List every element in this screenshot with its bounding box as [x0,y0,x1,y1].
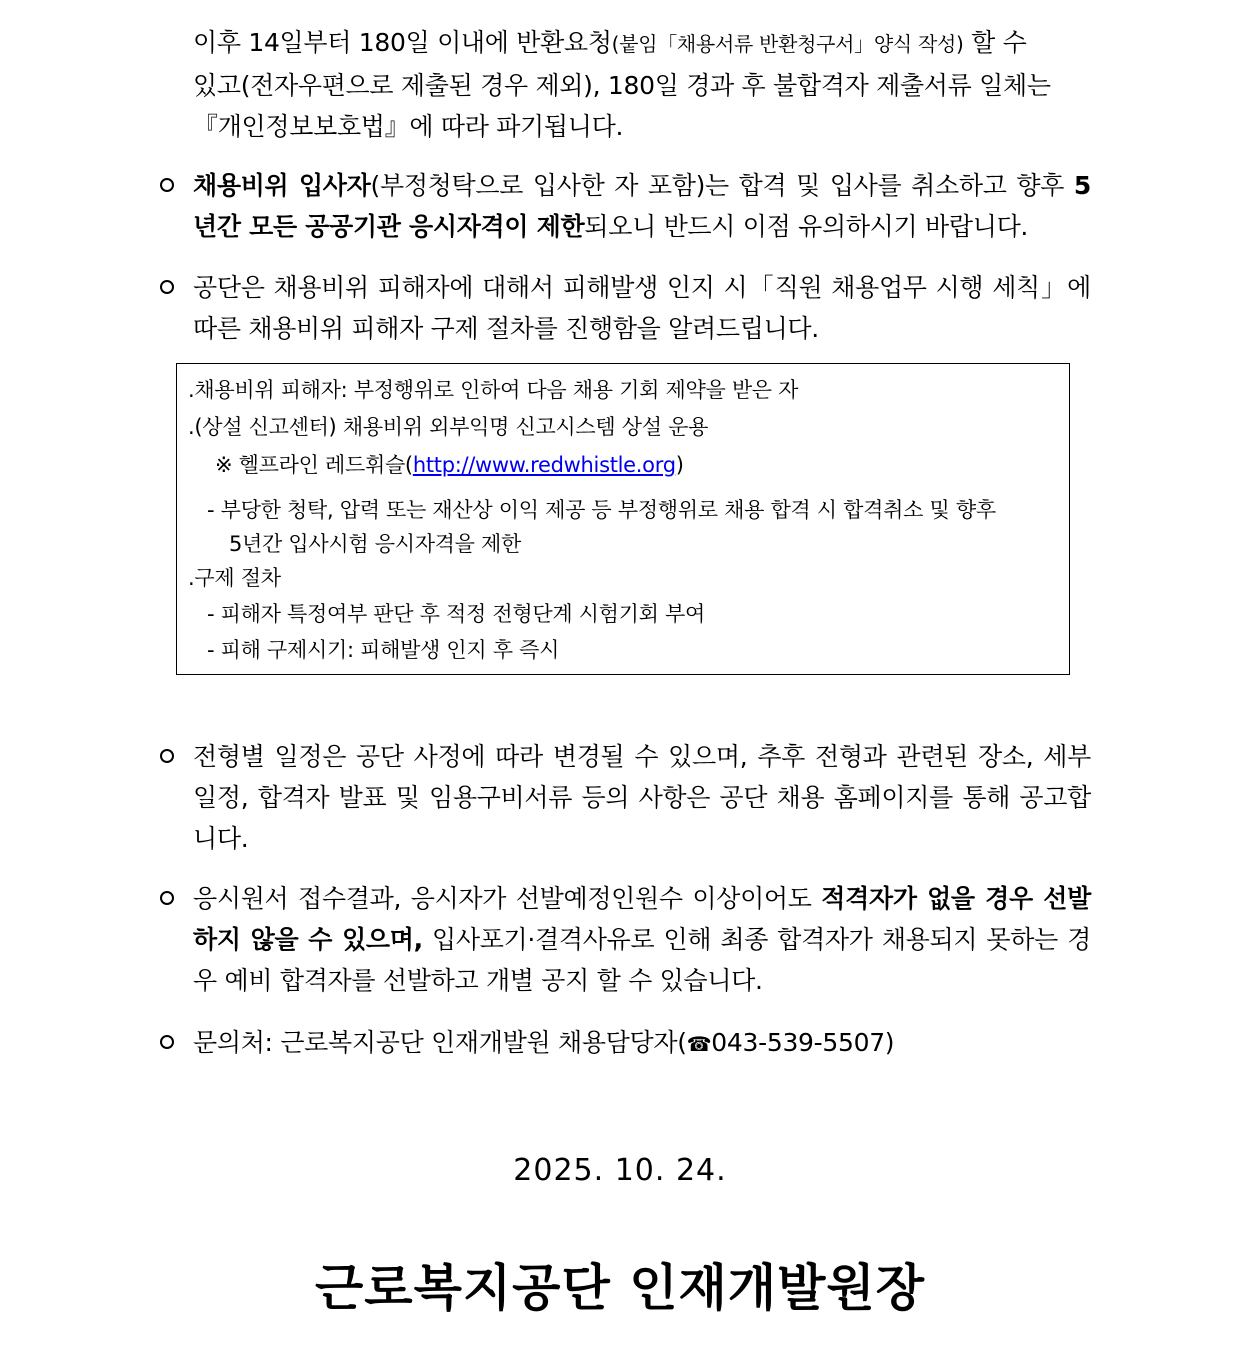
document-date: 2025. 10. 24. [513,1153,727,1188]
info-box [176,363,1070,675]
box-line-penalty-2: 5년간 입사시험 응시자격을 제한 [229,532,522,556]
circle-bullet-icon [160,280,174,294]
phone-icon: ☎ [686,1032,712,1056]
bullet-text: 채용비위 입사자(부정청탁으로 입사한 자 포함)는 합격 및 입사를 취소하고 향후 5년간 모든 공공기관 응시자격이 제한되오니 반드시 이점 유의하시기 바랍니다. [193,171,1091,241]
box-line-penalty-1: - 부당한 청탁, 압력 또는 재산상 이익 제공 등 부정행위로 채용 합격 시 합격취소 및 향후 [207,498,996,522]
bullet-text: 문의처: 근로복지공단 인재개발원 채용담당자(☎043-539-5507) [193,1028,895,1057]
circle-bullet-icon [160,891,174,905]
circle-bullet-icon [160,178,174,192]
box-line-relief-1: - 피해자 특정여부 판단 후 적정 전형단계 시험기회 부여 [207,602,705,626]
bullet-text: 응시원서 접수결과, 응시자가 선발예정인원수 이상이어도 적격자가 없을 경우 선발하지 않을 수 있으며, 입사포기·결격사유로 인해 최종 합격자가 채용되지 못하는 경우 예비 합격자를 선발하고 개별 공지 할 수 있습니다. [193,884,1091,995]
box-line-helpline: ※ 헬프라인 레드휘슬(http://www.redwhistle.org) [215,453,684,477]
circle-bullet-icon [160,1035,174,1049]
intro-line-3: 『개인정보보호법』에 따라 파기됩니다. [193,112,624,141]
bullet-text: 공단은 채용비위 피해자에 대해서 피해발생 인지 시「직원 채용업무 시행 세칙」에 따른 채용비위 피해자 구제 절차를 진행함을 알려드립니다. [193,273,1091,343]
box-line-relief-2: - 피해 구제시기: 피해발생 인지 후 즉시 [207,638,560,662]
box-line-relief-title: .구제 절차 [188,566,281,590]
circle-bullet-icon [160,749,174,763]
intro-line-2: 있고(전자우편으로 제출된 경우 제외), 180일 경과 후 불합격자 제출서류 일체는 [193,71,1051,100]
box-line-victim-definition: .채용비위 피해자: 부정행위로 인하여 다음 채용 기회 제약을 받은 자 [188,378,799,402]
redwhistle-link[interactable]: http://www.redwhistle.org [412,453,676,477]
intro-line-1: 이후 14일부터 180일 이내에 반환요청(붙임「채용서류 반환청구서」양식 작성) 할 수 [193,28,1027,57]
box-line-report-center: .(상설 신고센터) 채용비위 외부익명 신고시스템 상설 운용 [188,415,709,439]
bullet-text: 전형별 일정은 공단 사정에 따라 변경될 수 있으며, 추후 전형과 관련된 장소, 세부 일정, 합격자 발표 및 임용구비서류 등의 사항은 공단 채용 홈페이지를 통해 공고합니다. [193,742,1091,853]
issuer-signature: 근로복지공단 인재개발원장 [314,1259,925,1317]
intro-paragraph [193,22,1091,147]
